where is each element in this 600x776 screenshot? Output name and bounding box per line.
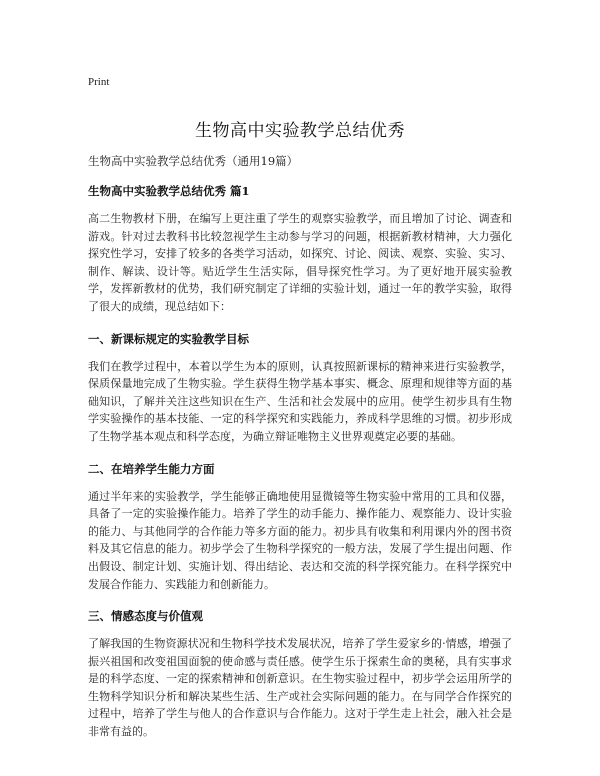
section-1 (88, 183, 512, 316)
document-subtitle: 生物高中实验教学总结优秀（通用19篇） (88, 154, 299, 168)
section-paragraph: 通过半年来的实验教学，学生能够正确地使用显微镜等生物实验中常用的工具和仪器，具备了一定的实验操作能力。培养了学生的动手能力、操作能力、观察能力、设计实验的能力、与其他同学的合作能力等多方面的能力。初步具有收集和利用课内外的图书资料及其它信息的能力。初步学会了生物科学探究的一般方法，发展了学生提出问题、作出假设、制定计划、实施计划、得出结论、表达和交流的科学探究能力。在科学探究中发展合作能力、实践能力和创新能力。 (88, 489, 512, 591)
section-heading: 三、情感态度与价值观 (88, 609, 203, 624)
section-paragraph: 我们在教学过程中，本着以学生为本的原则，认真按照新课标的精神来进行实验教学，保质保量地完成了生物实验。学生获得生物学基本事实、概念、原理和规律等方面的基础知识，了解并关注这些知识在生产、生活和社会发展中的应用。使学生初步具有生物学实验操作的基本技能、一定的科学探究和实践能力，养成科学思维的习惯。初步形成了生物学基本观点和科学态度，为确立辩证唯物主义世界观奠定必要的基础。 (88, 359, 512, 443)
section-paragraph: 了解我国的生物资源状况和生物科学技术发展状况，培养了学生爱家乡的·情感，增强了振兴祖国和改变祖国面貌的使命感与责任感。使学生乐于探索生命的奥秘，具有实事求是的科学态度、一定的探索精神和创新意识。在生物实验过程中，初步学会运用所学的生物科学知识分析和解决某些生活、生产或社会实际问题的能力。在与同学合作探究的过程中，培养了学生与他人的合作意识与合作能力。这对于学生走上社会，融入社会是非常有益的。 (88, 637, 512, 739)
section-heading: 生物高中实验教学总结优秀 篇1 (88, 184, 250, 198)
section-2 (88, 331, 512, 446)
section-3 (88, 461, 512, 594)
section-4 (88, 608, 512, 741)
section-paragraph: 高二生物教材下册，在编写上更注重了学生的观察实验教学，而且增加了讨论、调查和游戏。针对过去教科书比较忽视学生主动参与学习的问题，根据新教材精神，大力强化探究性学习，安排了较多的各类学习活动，如探究、讨论、阅读、观察、实验、实习、制作、解读、设计等。贴近学生生活实际，倡导探究性学习。为了更好地开展实验教学，发挥新教材的优势，我们研究制定了详细的实验计划，通过一年的教学实验，取得了很大的成绩，现总结如下： (88, 212, 512, 313)
page-title: 生物高中实验教学总结优秀 (195, 121, 405, 141)
print-link[interactable]: Print (88, 76, 110, 88)
section-heading: 一、新课标规定的实验教学目标 (88, 331, 249, 346)
section-heading: 二、在培养学生能力方面 (88, 461, 215, 476)
